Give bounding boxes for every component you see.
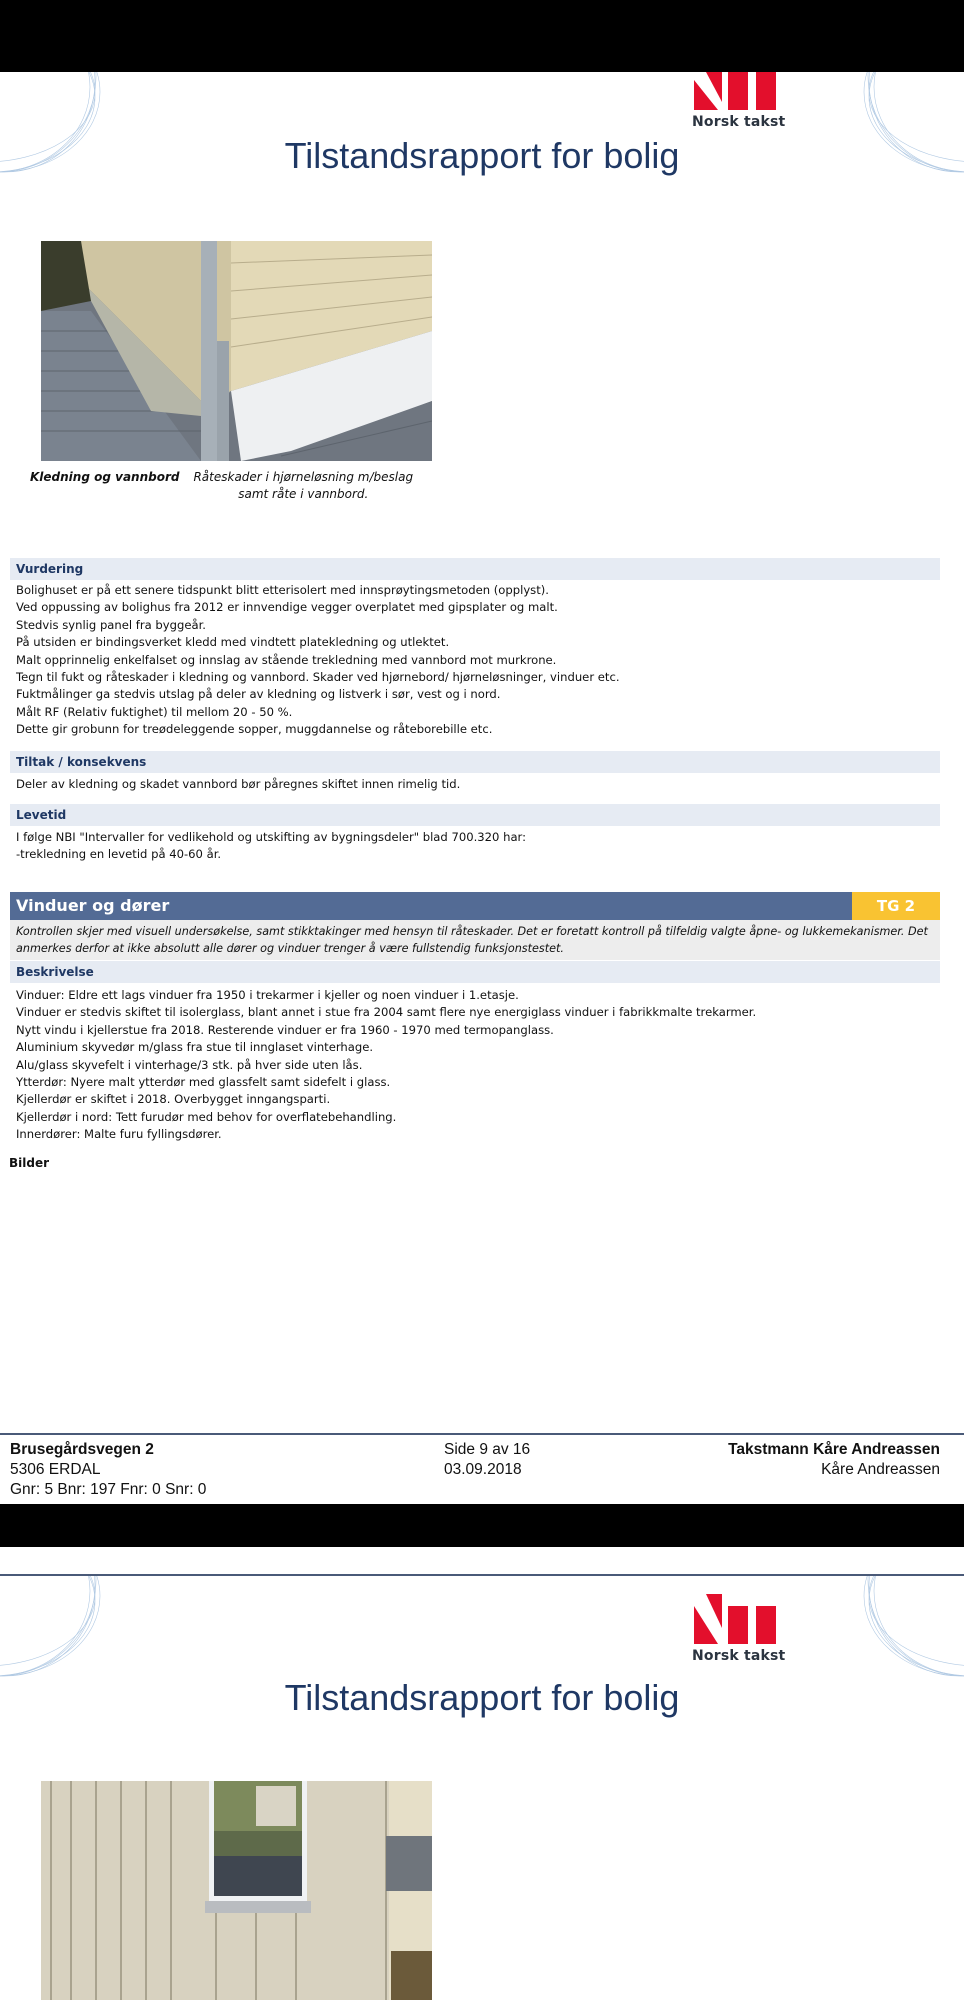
- tiltak-heading: Tiltak / konsekvens: [10, 751, 940, 773]
- beskrivelse-text: [16, 987, 936, 1144]
- footer-postal: 5306 ERDAL: [10, 1461, 101, 1478]
- vurdering-line: Dette gir grobunn for treødeleggende sopper, muggdannelse og råteborebille etc.: [16, 722, 493, 737]
- photo-caption-title: Kledning og vannbord: [30, 470, 180, 484]
- vurdering-line: Malt opprinnelig enkelfalset og innslag av stående trekledning med vannbord mot murkrone.: [16, 652, 557, 667]
- vurdering-line: Ved oppussing av bolighus fra 2012 er innvendige vegger overplatet med gipsplater og malt.: [16, 600, 558, 615]
- section-intro: Kontrollen skjer med visuell undersøkelse, samt stikktakinger med hensyn til råteskader. Det er foretatt kontroll på tilfeldig valgte åpne- og lukkemekanismer. Det anmerkes derfor at ikke absolutt alle dører og vinduer trenger å være fullstendig funksjonstestet.: [10, 920, 940, 960]
- photo-window-cladding: [41, 1781, 432, 2000]
- beskrivelse-line: Innerdører: Malte furu fyllingsdører.: [16, 1127, 222, 1142]
- photo-caption: [30, 469, 430, 503]
- beskrivelse-line: Nytt vindu i kjellerstue fra 2018. Resterende vinduer er fra 1960 - 1970 med termopanglass.: [16, 1022, 554, 1037]
- footer-divider: [0, 1433, 964, 1435]
- tg-badge: TG 2: [852, 892, 940, 920]
- beskrivelse-line: Kjellerdør i nord: Tett furudør med behov for overflatebehandling.: [16, 1109, 397, 1124]
- logo-text: Norsk takst: [692, 1648, 786, 1664]
- vurdering-line: Bolighuset er på ett senere tidspunkt blitt etterisolert med innsprøytingsmetoden (opplyst).: [16, 583, 549, 597]
- tiltak-text: [16, 776, 936, 793]
- vurdering-text: [16, 582, 936, 739]
- vurdering-line: Tegn til fukt og råteskader i kledning og vannbord. Skader ved hjørnebord/ hjørneløsninger, vinduer etc.: [16, 670, 620, 685]
- beskrivelse-line: Aluminium skyvedør m/glass fra stue til innglaset vinterhage.: [16, 1040, 374, 1055]
- beskrivelse-heading: Beskrivelse: [10, 961, 940, 983]
- beskrivelse-line: Alu/glass skyvefelt i vinterhage/3 stk. på hver side uten lås.: [16, 1057, 363, 1072]
- footer-inspector-name: Kåre Andreassen: [821, 1461, 940, 1478]
- footer-inspector-title: Takstmann Kåre Andreassen: [728, 1441, 940, 1458]
- beskrivelse-line: Vinduer er stedvis skiftet til isolerglass, blant annet i stue fra 2004 samt flere nye energiglass vinduer i fabrikkmalte trekarmer.: [16, 1005, 757, 1020]
- vurdering-line: Stedvis synlig panel fra byggeår.: [16, 617, 206, 632]
- footer-date: 03.09.2018: [444, 1461, 522, 1478]
- footer-page-number: Side 9 av 16: [444, 1441, 531, 1458]
- beskrivelse-line: Kjellerdør er skiftet i 2018. Overbygget inngangsparti.: [16, 1092, 331, 1107]
- section-header-vinduer-og-dorer: [10, 892, 940, 920]
- norsk-takst-logo: [692, 72, 787, 130]
- levetid-text: [16, 829, 936, 864]
- norsk-takst-logo: [692, 1594, 787, 1664]
- report-page-10: [0, 1547, 964, 2000]
- section-title: Vinduer og dører: [16, 896, 170, 915]
- beskrivelse-line: Ytterdør: Nyere malt ytterdør med glassfelt samt sidefelt i glass.: [16, 1075, 391, 1090]
- page-top-divider: [0, 1574, 964, 1576]
- document-title: Tilstandsrapport for bolig: [284, 135, 680, 176]
- guilloche-decoration-icon: [0, 1576, 110, 1686]
- photo-caption-text: Råteskader i hjørneløsning m/beslag samt råte i vannbord.: [193, 470, 414, 501]
- vurdering-heading: Vurdering: [10, 558, 940, 580]
- beskrivelse-line: Vinduer: Eldre ett lags vinduer fra 1950 i trekarmer i kjeller og noen vinduer i 1.etasje.: [16, 988, 519, 1002]
- photo-cladding-drainpipe: [41, 241, 432, 461]
- document-title: Tilstandsrapport for bolig: [284, 1677, 680, 1718]
- tiltak-line: Deler av kledning og skadet vannbord bør påregnes skiftet innen rimelig tid.: [16, 777, 461, 791]
- norsk-takst-logo-icon: [692, 72, 787, 112]
- guilloche-decoration-icon: [854, 1576, 964, 1686]
- bilder-label: Bilder: [9, 1156, 50, 1170]
- vurdering-line: Målt RF (Relativ fuktighet) til mellom 20 - 50 %.: [16, 704, 293, 719]
- footer-cadastre: Gnr: 5 Bnr: 197 Fnr: 0 Snr: 0: [10, 1481, 207, 1498]
- vurdering-line: Fuktmålinger ga stedvis utslag på deler av kledning og listverk i sør, vest og i nord.: [16, 687, 501, 702]
- vurdering-line: På utsiden er bindingsverket kledd med vindtett platekledning og utlektet.: [16, 635, 450, 650]
- report-page-9: [0, 72, 964, 1504]
- levetid-heading: Levetid: [10, 804, 940, 826]
- footer-address: Brusegårdsvegen 2: [10, 1441, 154, 1458]
- norsk-takst-logo-icon: [692, 1594, 787, 1646]
- levetid-line: I følge NBI "Intervaller for vedlikehold og utskifting av bygningsdeler" blad 700.320 har:: [16, 830, 527, 844]
- levetid-line: -trekledning en levetid på 40-60 år.: [16, 847, 222, 862]
- logo-text: Norsk takst: [692, 114, 786, 130]
